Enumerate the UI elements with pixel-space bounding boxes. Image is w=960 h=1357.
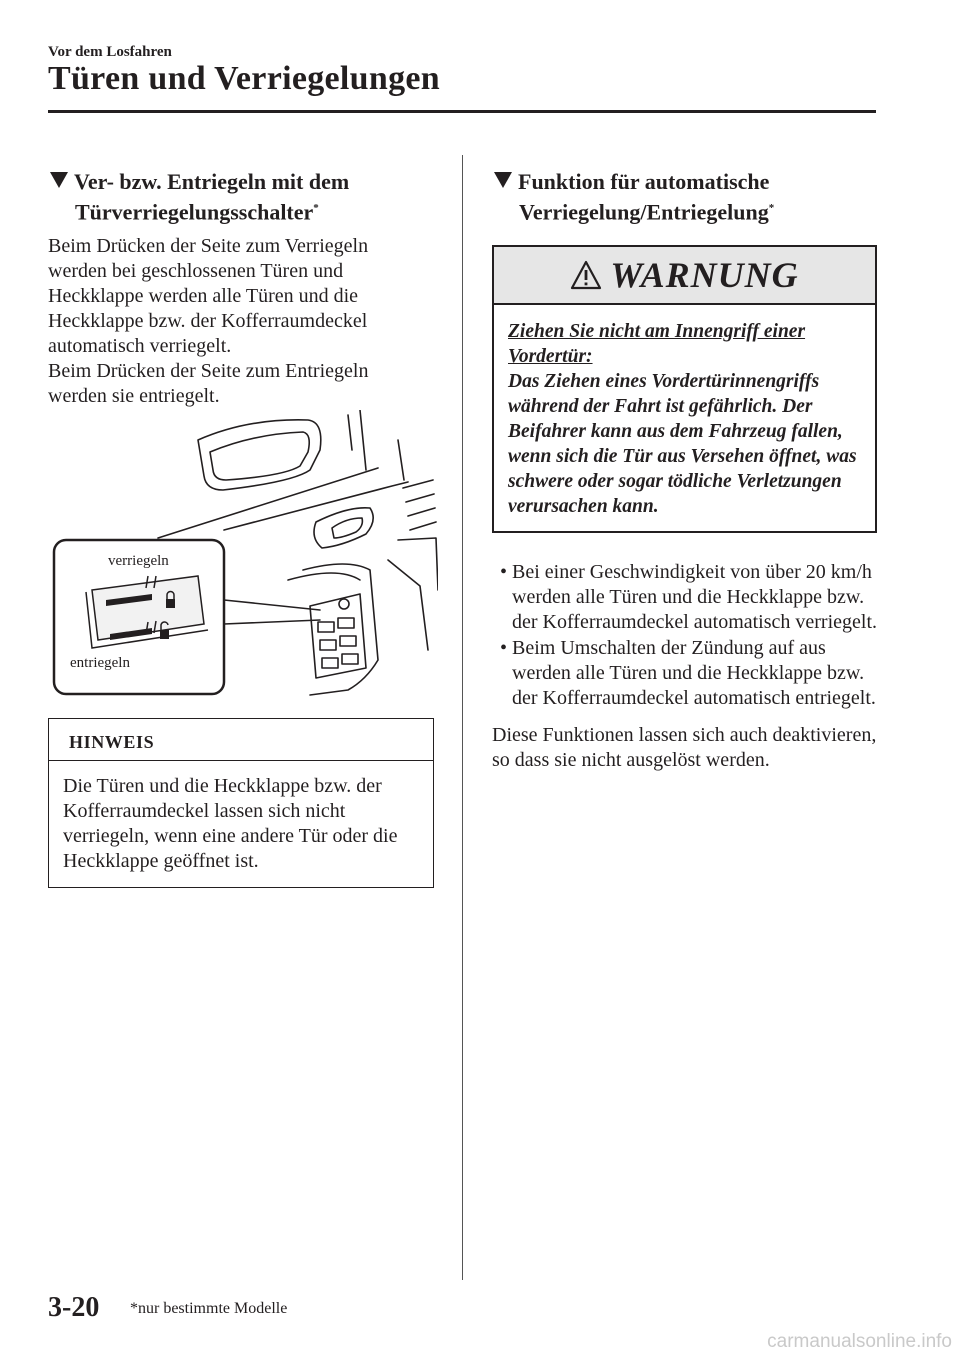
- warning-box: [492, 245, 877, 533]
- warning-subtitle: Ziehen Sie nicht am Innengriff einer Vordertür:: [508, 321, 806, 367]
- watermark: carmanualsonline.info: [767, 1331, 952, 1352]
- warning-text: Das Ziehen eines Vordertürinnengriffs während der Fahrt ist gefährlich. Der Beifahrer kann aus dem Fahrzeug fallen, wenn sich die Tür aus Versehen öffnet, was schwere oder sogar tödliche Verletzungen verursachen kann.: [508, 371, 857, 517]
- note-text: Die Türen und die Heckklappe bzw. der Kofferraumdeckel lassen sich nicht verriegeln, wenn eine andere Tür oder die Heckklappe geöffnet ist.: [63, 775, 398, 872]
- label-unlock: entriegeln: [70, 655, 130, 671]
- bullet-icon: •: [500, 561, 508, 583]
- right-body: [492, 560, 878, 782]
- right-heading-line1: Funktion für automatische: [518, 169, 770, 194]
- triangle-marker-icon: [494, 172, 512, 188]
- right-heading-line2: Verriegelung/Entriegelung: [519, 199, 769, 225]
- left-para2: Beim Drücken der Seite zum Entriegeln werden sie entriegelt.: [48, 360, 369, 407]
- footnote-mark: *: [768, 202, 775, 214]
- note-title: HINWEIS: [49, 719, 433, 761]
- warning-body: [494, 305, 875, 519]
- right-para: Diese Funktionen lassen sich auch deaktivieren, so dass sie nicht ausgelöst werden.: [492, 724, 877, 771]
- mirror-outline: [198, 420, 321, 490]
- left-heading-line1: Ver- bzw. Entriegeln mit dem: [74, 169, 350, 194]
- door-handle: [314, 508, 373, 548]
- warning-header: [494, 247, 875, 305]
- left-body: [48, 234, 420, 418]
- footnote-mark: *: [313, 202, 319, 214]
- list-item: • Bei einer Geschwindigkeit von über 20 km/h werden alle Türen und die Heckklappe bzw. der Kofferraumdeckel automatisch verriegelt.: [500, 561, 878, 633]
- warning-triangle-icon: [570, 260, 602, 290]
- column-divider: [462, 155, 463, 1280]
- bullet-list: [492, 560, 878, 711]
- warning-title: WARNUNG: [610, 255, 799, 295]
- section-label: Vor dem Losfahren: [48, 44, 172, 60]
- right-heading: [494, 168, 884, 225]
- bullet-icon: •: [500, 637, 508, 659]
- header-rule: [48, 110, 876, 113]
- left-heading-line2: Türverriegelungsschalter: [75, 199, 314, 225]
- note-box: [48, 718, 434, 888]
- page-number: 3-20: [48, 1292, 100, 1323]
- footnote: *nur bestimmte Modelle: [130, 1300, 288, 1317]
- triangle-marker-icon: [50, 172, 68, 188]
- door-lock-switch-figure: [48, 410, 438, 700]
- label-lock: verriegeln: [108, 553, 169, 569]
- left-heading: [50, 168, 450, 225]
- list-item: • Beim Umschalten der Zündung auf aus werden alle Türen und die Heckklappe bzw. der Kofferraumdeckel automatisch entriegelt.: [500, 637, 876, 709]
- chapter-title: Türen und Verriegelungen: [48, 60, 440, 97]
- left-para1: Beim Drücken der Seite zum Verriegeln werden bei geschlossenen Türen und Heckklappe werden alle Türen und die Heckklappe bzw. der Kofferraumdeckel automatisch verriegelt.: [48, 235, 369, 357]
